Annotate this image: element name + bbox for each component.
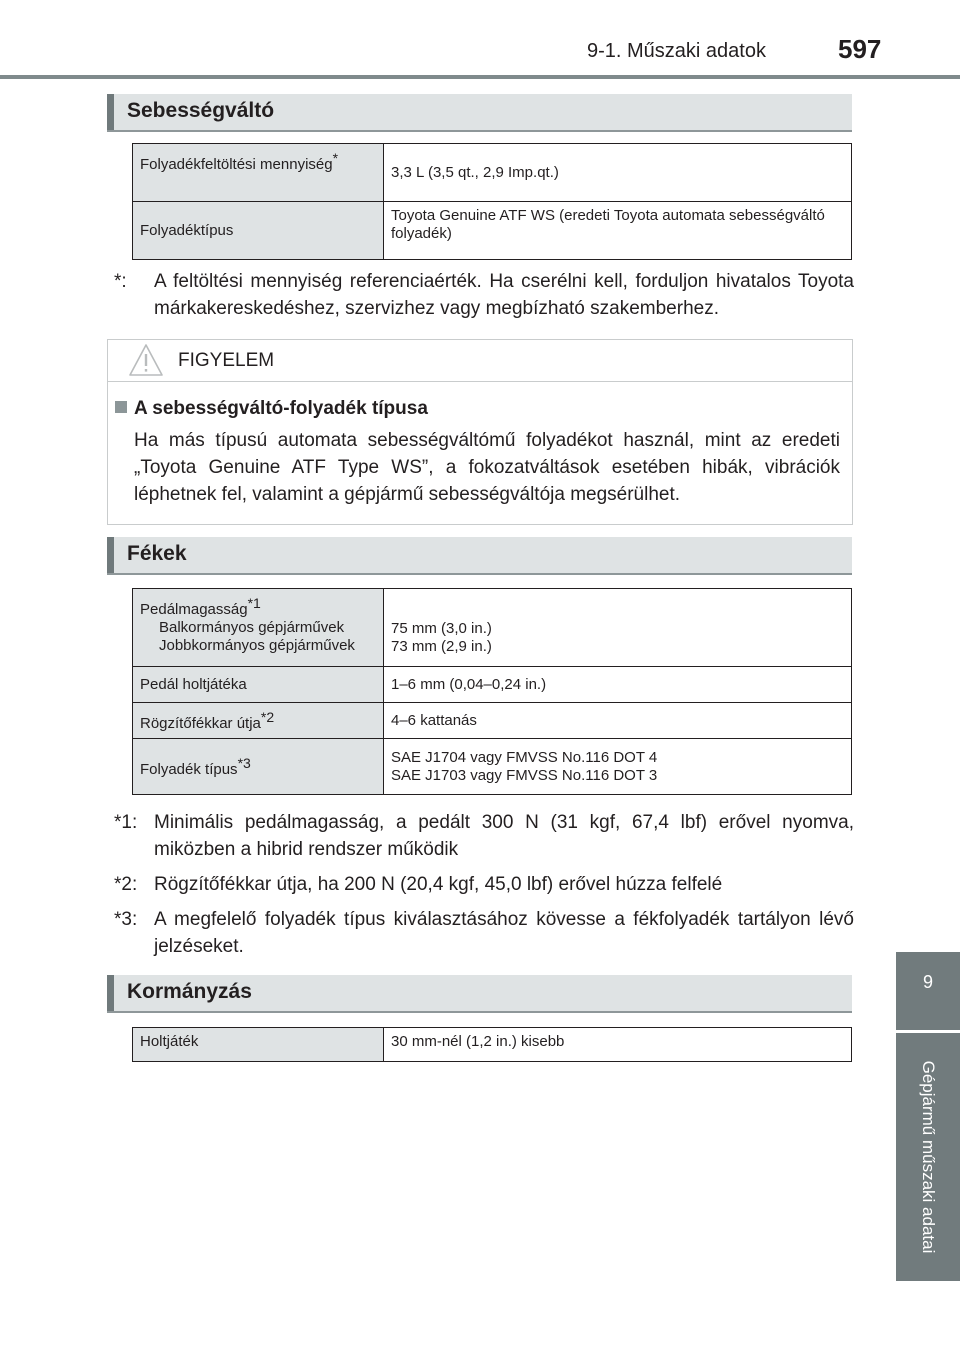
- table-value-cell: [384, 1028, 852, 1062]
- brakes-footnote-2: [114, 871, 854, 898]
- footnote-mark: *2: [260, 709, 275, 725]
- row-value: SAE J1704 vagy FMVSS No.116 DOT 4: [391, 748, 658, 766]
- warning-header: [108, 340, 852, 382]
- footnote-mark: *3: [237, 755, 251, 771]
- table-value-cell: [384, 589, 852, 667]
- bullet-square-icon: [115, 401, 127, 413]
- chapter-tab-number: [896, 952, 960, 1030]
- warning-box: [107, 339, 853, 525]
- section-bar-transmission: [107, 94, 852, 132]
- table-value-cell: [384, 667, 852, 703]
- warning-text: Ha más típusú automata sebességváltómű folyadékot használ, mint az eredeti „Toyota Genuine ATF Type WS”, a fokozatváltások esetében hibák, vibrációk léphetnek fel, valamint a gépjármű sebességváltója megsérülhet.: [134, 430, 840, 505]
- section-accent: [107, 537, 114, 573]
- table-row: [133, 144, 852, 202]
- section-heading: 9-1. Műszaki adatok: [587, 40, 766, 62]
- header-divider: [0, 75, 960, 79]
- footnote-text: A feltöltési mennyiség referenciaérték. Ha cserélni kell, forduljon hivatalos Toyota márkakereskedéshez, szervizhez vagy megbízható szakemberhez.: [154, 271, 854, 319]
- row-value: 1–6 mm (0,04–0,24 in.): [391, 675, 547, 693]
- row-label: Holtjáték: [140, 1033, 199, 1050]
- chapter-tab-title: [896, 1033, 960, 1281]
- footnote-text: Minimális pedálmagasság, a pedált 300 N (31 kgf, 67,4 lbf) erővel nyomva, miközben a hibrid rendszer működik: [154, 812, 854, 860]
- table-row: [133, 589, 852, 667]
- brakes-footnote-3: [114, 906, 854, 960]
- steering-spec-table: [132, 1027, 852, 1062]
- table-row: [133, 703, 852, 739]
- row-value: 73 mm (2,9 in.): [391, 638, 492, 655]
- row-label: Pedálmagasság: [140, 601, 248, 618]
- warning-subtitle-text: A sebességváltó-folyadék típusa: [134, 398, 428, 419]
- row-label: Folyadék típus: [140, 761, 238, 778]
- row-label: Rögzítőfékkar útja: [140, 715, 261, 732]
- row-sub-label: Balkormányos gépjárművek: [159, 619, 345, 636]
- row-label: Pedál holtjátéka: [140, 675, 247, 693]
- row-value: SAE J1703 vagy FMVSS No.116 DOT 3: [391, 766, 658, 784]
- row-sub-label: Jobbkormányos gépjárművek: [159, 637, 355, 654]
- section-bar-steering: [107, 975, 852, 1013]
- footnote-mark: *: [332, 150, 339, 166]
- brakes-footnote-1: [114, 809, 854, 863]
- section-accent: [107, 94, 114, 130]
- row-value: Toyota Genuine ATF WS (eredeti Toyota automata sebességváltó folyadék): [391, 207, 825, 242]
- footnote-mark: *3:: [114, 909, 138, 930]
- transmission-spec-table: [132, 143, 852, 260]
- table-row: [133, 1028, 852, 1062]
- table-label-cell: [133, 1028, 384, 1062]
- row-label: Folyadéktípus: [140, 221, 234, 239]
- table-row: [133, 667, 852, 703]
- footnote-mark: *2:: [114, 874, 138, 895]
- transmission-footnote: [114, 268, 854, 322]
- row-value: 75 mm (3,0 in.): [391, 620, 492, 637]
- section-accent: [107, 975, 114, 1011]
- table-value-cell: [384, 703, 852, 739]
- section-bar-brakes: [107, 537, 852, 575]
- table-label-cell: [133, 739, 384, 795]
- table-value-cell: [384, 144, 852, 202]
- section-title: Fékek: [127, 542, 187, 565]
- table-label-cell: [133, 144, 384, 202]
- row-value: 30 mm-nél (1,2 in.) kisebb: [391, 1033, 565, 1050]
- page-number: 597: [838, 34, 882, 64]
- footnote-text: Rögzítőfékkar útja, ha 200 N (20,4 kgf, 45,0 lbf) erővel húzza felfelé: [154, 874, 723, 895]
- section-title: Kormányzás: [127, 980, 252, 1003]
- footnote-mark: *1: [247, 595, 261, 611]
- warning-subtitle: [115, 398, 428, 420]
- footnote-mark: *1:: [114, 812, 138, 833]
- section-title: Sebességváltó: [127, 99, 275, 122]
- brakes-spec-table: [132, 588, 852, 795]
- chapter-number: 9: [922, 972, 933, 992]
- footnote-text: A megfelelő folyadék típus kiválasztásához kövesse a fékfolyadék tartályon lévő jelzéseket.: [154, 909, 854, 957]
- row-value: 4–6 kattanás: [391, 711, 477, 729]
- chapter-title: Gépjármű műszaki adatai: [919, 1060, 938, 1254]
- table-row: [133, 739, 852, 795]
- warning-title: FIGYELEM: [178, 350, 275, 371]
- table-value-cell: [384, 202, 852, 260]
- row-value: 3,3 L (3,5 qt., 2,9 Imp.qt.): [391, 163, 559, 181]
- table-label-cell: [133, 589, 384, 667]
- footnote-mark: *:: [114, 271, 127, 292]
- table-label-cell: [133, 202, 384, 260]
- table-label-cell: [133, 703, 384, 739]
- row-label: Folyadékfeltöltési mennyiség: [140, 156, 333, 173]
- table-value-cell: [384, 739, 852, 795]
- table-row: [133, 202, 852, 260]
- warning-triangle-icon: [128, 342, 164, 378]
- table-label-cell: [133, 667, 384, 703]
